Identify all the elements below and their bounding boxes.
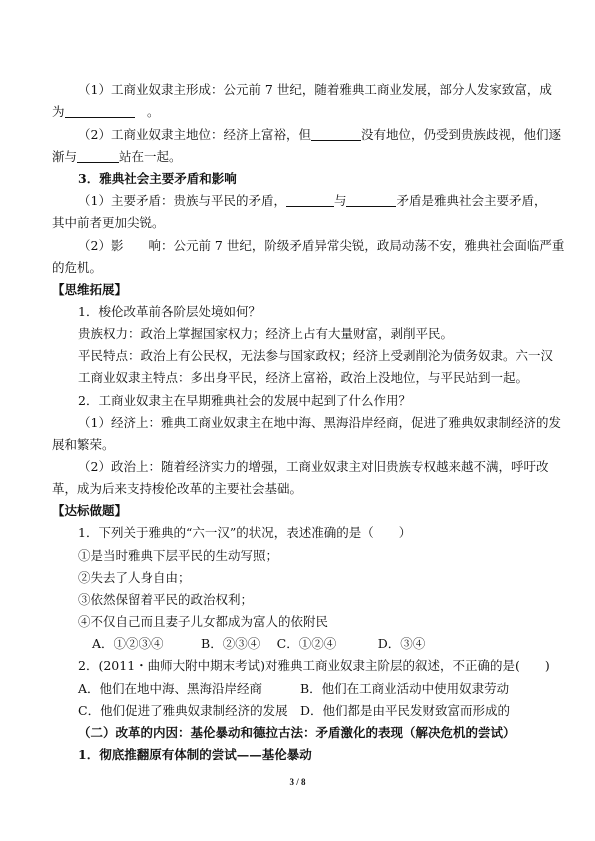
text-line xyxy=(78,193,547,209)
statement-line xyxy=(78,592,253,608)
statement-line xyxy=(78,614,328,630)
text-run: （1）经济上：雅典工商业奴隶主在地中海、黑海沿岸经商，促进了雅典奴隶制经济的发 xyxy=(78,415,561,430)
text-run: 为 xyxy=(52,104,65,119)
fill-in-blank xyxy=(346,194,396,207)
text-run: D．他们都是由平民发财致富而形成的 xyxy=(300,703,511,718)
text-run: A．①②③④ B．②③④ C．①②④ D．③④ xyxy=(92,636,426,651)
text-line xyxy=(52,104,160,120)
text-run: 站在一起。 xyxy=(119,149,182,164)
text-run: 没有地位，仍受到贵族歧视，他们逐 xyxy=(360,127,561,142)
text-run: （1）主要矛盾：贵族与平民的矛盾， xyxy=(78,193,286,208)
text-line xyxy=(78,238,564,254)
statement-line xyxy=(78,548,278,564)
text-run: ①是当时雅典下层平民的生动写照； xyxy=(78,548,279,563)
text-run: A．他们在地中海、黑海沿岸经商 xyxy=(78,681,263,696)
text-run: ④不仅自己而且妻子儿女都成为富人的依附民 xyxy=(78,614,329,629)
answer-option xyxy=(78,681,262,697)
text-run: （2）工商业奴隶主地位：经济上富裕，但 xyxy=(78,127,311,142)
question-line xyxy=(78,658,550,674)
text-run: ③依然保留着平民的政治权利； xyxy=(78,592,254,607)
section-heading xyxy=(52,503,127,519)
text-run: 工商业奴隶主特点：多出身平民，经济上富裕，政治上没地位，与平民站到一起。 xyxy=(78,370,529,385)
text-run: 革，成为后来支持梭伦改革的主要社会基础。 xyxy=(52,481,303,496)
text-line xyxy=(78,415,561,431)
text-run: 矛盾是雅典社会主要矛盾， xyxy=(396,193,547,208)
text-line xyxy=(78,348,553,364)
text-line xyxy=(78,304,261,320)
text-run: 2．(2011・曲师大附中期末考试)对雅典工商业奴隶主阶层的叙述，不正确的是( ) xyxy=(78,658,550,673)
answer-options xyxy=(92,636,425,652)
text-run: 1．下列关于雅典的“六一汉”的状况，表述准确的是（ ） xyxy=(78,525,412,540)
text-run: 的危机。 xyxy=(52,260,103,275)
text-run: 其中前者更加尖锐。 xyxy=(52,215,165,230)
text-run: （1）工商业奴隶主形成：公元前 7 世纪，随着雅典工商业发展，部分人发家致富，成 xyxy=(78,82,552,97)
text-run: 平民特点：政治上有公民权，无法参与国家政权；经济上受剥削沦为债务奴隶。六一汉 xyxy=(78,348,554,363)
text-run: 贵族权力：政治上掌握国家权力；经济上占有大量财富，剥削平民。 xyxy=(78,326,454,341)
text-run: C．他们促进了雅典奴隶制经济的发展 xyxy=(78,703,288,718)
text-line xyxy=(78,459,548,475)
text-line xyxy=(78,127,561,143)
text-run: 【达标做题】 xyxy=(52,503,128,518)
text-run: ②失去了人身自由； xyxy=(78,570,191,585)
text-run: 展和繁荣。 xyxy=(52,437,115,452)
question-line xyxy=(78,525,411,541)
text-run: 与 xyxy=(333,193,347,208)
text-line xyxy=(52,260,102,276)
text-line xyxy=(52,215,165,231)
text-run: 1．梭伦改革前各阶层处境如何？ xyxy=(78,304,261,319)
fill-in-blank xyxy=(311,128,361,141)
answer-option xyxy=(300,681,509,697)
text-run: （二）改革的内因：基伦暴动和德拉古法：矛盾激化的表现（解决危机的尝试） xyxy=(78,725,516,740)
answer-option xyxy=(300,703,510,719)
fill-in-blank xyxy=(65,105,135,118)
text-run: 【思维拓展】 xyxy=(52,282,128,297)
section-heading xyxy=(52,282,127,298)
text-run: 3．雅典社会主要矛盾和影响 xyxy=(78,171,237,186)
text-run: B．他们在工商业活动中使用奴隶劳动 xyxy=(300,681,510,696)
text-run: 2．工商业奴隶主在早期雅典社会的发展中起到了什么作用？ xyxy=(78,393,411,408)
text-line xyxy=(78,326,453,342)
section-heading xyxy=(78,725,516,741)
text-run: 。 xyxy=(134,104,160,119)
section-heading xyxy=(78,747,312,763)
text-run: （2）政治上：随着经济实力的增强，工商业奴隶主对旧贵族专权越来越不满，呼吁改 xyxy=(78,459,549,474)
fill-in-blank xyxy=(77,150,119,163)
text-run: 渐与 xyxy=(52,149,78,164)
text-line xyxy=(78,82,552,98)
answer-option xyxy=(78,703,288,719)
text-run: （2）影 响：公元前 7 世纪，阶级矛盾异常尖锐，政局动荡不安，雅典社会面临严重 xyxy=(78,238,565,253)
text-run: 1．彻底推翻原有体制的尝试——基伦暴动 xyxy=(78,747,312,762)
page-number: 3 / 8 xyxy=(289,777,306,787)
statement-line xyxy=(78,570,191,586)
section-heading xyxy=(78,171,237,187)
text-line xyxy=(52,149,182,165)
text-line xyxy=(52,437,115,453)
text-line xyxy=(78,393,411,409)
fill-in-blank xyxy=(286,194,334,207)
text-line xyxy=(78,370,528,386)
text-line xyxy=(52,481,302,497)
